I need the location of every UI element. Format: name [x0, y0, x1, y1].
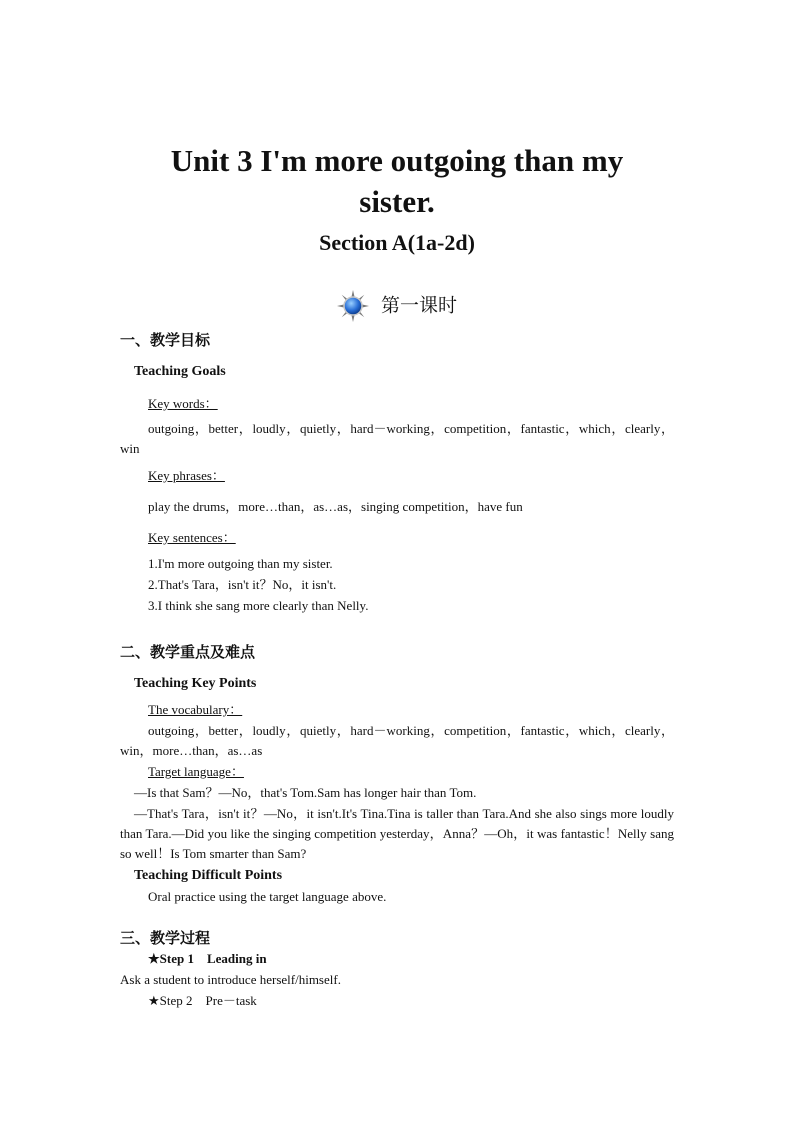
teaching-goals-label: Teaching Goals — [134, 364, 226, 379]
section2-heading: 二、教学重点及难点 — [120, 643, 256, 661]
step1-body: Ask a student to introduce herself/himself. — [120, 972, 341, 987]
section3-heading: 三、教学过程 — [120, 929, 211, 947]
sun-gear-icon — [337, 290, 369, 322]
page-title-line2: sister. — [359, 184, 435, 219]
section-subtitle: Section A(1a-2d) — [319, 230, 475, 255]
vocabulary-label: The vocabulary： — [148, 702, 243, 717]
target-language-label: Target language： — [148, 764, 244, 779]
step1-text: ★Step 1 Leading in — [148, 951, 267, 966]
lesson-label — [0, 289, 794, 322]
key-phrases-text: play the drums，more…than，as…as，singing competition，have fun — [148, 499, 523, 514]
target-language-text: —That's Tara，isn't it？—No，it isn't.It's Tina.Tina is taller than Tara.And she also sings more loudly than Tara.—Did you like the singing competition yesterday，Anna？—Oh，it was fantastic！Nelly sang so well！Is Tom smarter than Sam? — [120, 806, 674, 861]
sentence-item: 1.I'm more outgoing than my sister. — [148, 556, 333, 571]
step2-label: ★Step 2 Pre－task — [148, 993, 257, 1008]
key-words-label: Key words： — [148, 396, 218, 411]
key-phrases-label: Key phrases： — [148, 468, 225, 483]
vocabulary-text: outgoing，better，loudly，quietly，hard－working，competition，fantastic，which，clearly，win，more…than，as…as — [120, 723, 674, 758]
sentence-item: 2.That's Tara，isn't it？No，it isn't. — [148, 577, 337, 592]
target-language-paragraph — [120, 804, 674, 864]
section1-heading: 一、教学目标 — [120, 331, 211, 349]
target-language-line: —Is that Sam？—No，that's Tom.Sam has longer hair than Tom. — [134, 785, 477, 800]
page-title-line1: Unit 3 I'm more outgoing than my — [170, 143, 624, 178]
key-words-text: outgoing，better，loudly，quietly，hard－working，competition，fantastic，which，clearly，win — [120, 421, 674, 456]
step1-label — [148, 949, 267, 969]
teaching-difficult-points-label: Teaching Difficult Points — [134, 868, 283, 883]
difficult-points-text: Oral practice using the target language above. — [148, 889, 387, 904]
teaching-key-points-label: Teaching Key Points — [134, 676, 257, 691]
sentence-item: 3.I think she sang more clearly than Nelly. — [148, 598, 369, 613]
lesson-text: 第一课时 — [381, 294, 458, 317]
key-sentences-label: Key sentences： — [148, 530, 236, 545]
